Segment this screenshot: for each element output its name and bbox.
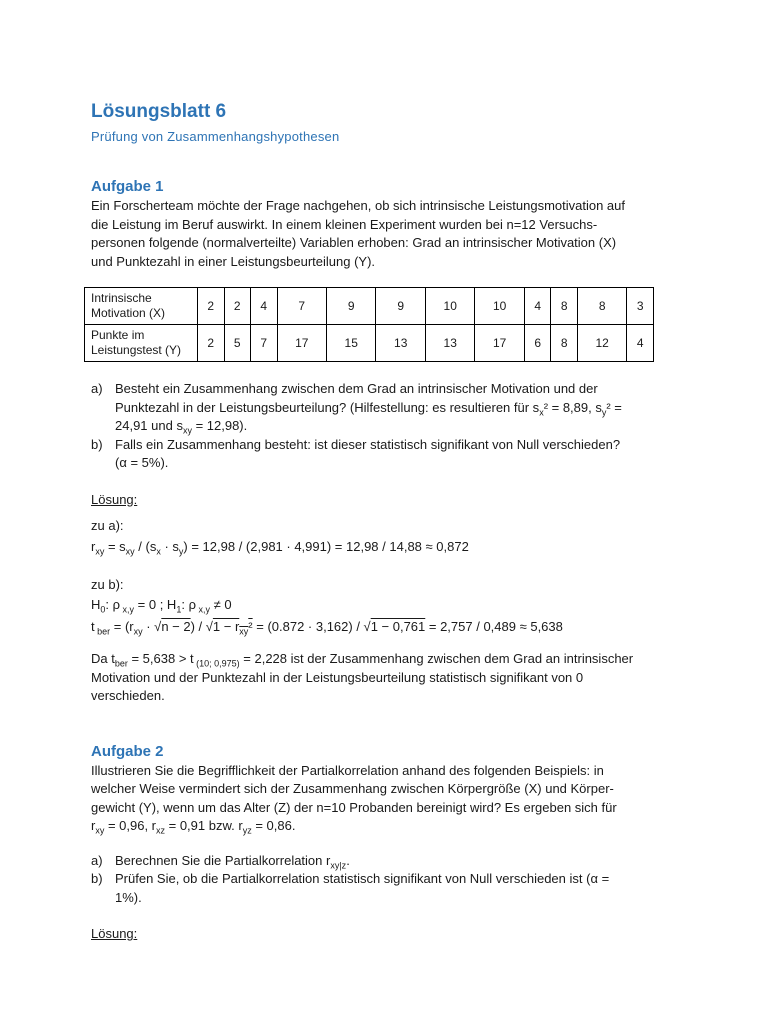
hypotheses: $H_0$: ρ $_{x,y}$ = 0 ; $H_1$: ρ $_{x,y}$ ≠ 0 [91,597,232,615]
intro-line: und Punktezahl in einer Leistungsbeurteilung (Y). [91,253,376,269]
question-list [91,380,681,473]
section-heading-aufgabe-2: Aufgabe 2 [91,742,164,760]
page-subtitle: Prüfung von Zusammenhangshypothesen [91,129,340,144]
table-cell: 4 [627,325,654,362]
conclusion: Da $t_{ber} = 5,638 > t$ $_{(10; 0,975)}$ = 2,228 ist der Zusammenhang zwischen dem Grad an intrinsischer Motivation und der Punktezahl in der Leistungsbeurteilung statistisch signifikant von 0 verschieden. [91,651,634,703]
table-cell: 2 [198,325,225,362]
section-heading-aufgabe-1: Aufgabe 1 [91,178,164,195]
table-row-motivation [85,288,654,325]
table-cell: 8 [551,325,578,362]
row-label: Intrinsische Motivation (X) [85,288,198,325]
table-cell: 17 [277,325,326,362]
table-cell: 6 [524,325,551,362]
question-a: a) Berechnen Sie die Partialkorrelation $r_{xy|z}$. [91,852,350,871]
table-cell: 10 [425,288,474,325]
row-label: Punkte im Leistungstest (Y) [85,325,198,362]
table-cell: 4 [524,288,551,325]
aufgabe-1-intro [91,197,681,271]
formula-correlation: $r_{xy} = s_{xy} / (s_x \cdot s_y) = 12,98 / (2,981 \cdot 4,991) = 12,98 / 14,88 \approx 0,872$ [91,538,469,557]
table-cell: 5 [224,325,251,362]
table-cell: 9 [376,288,425,325]
data-table [84,287,654,362]
zu-a-label: zu a): [91,518,124,533]
formula-t-test: t $_{ber} = (r_{xy} \cdot √n - 2) / √1 - r_{xy}^2 = (0.872 \cdot 3,162) / √1 - 0,761 = 2,757 / 0,489 \approx 5,638$ [91,619,563,637]
question-b: b) Prüfen Sie, ob die Partialkorrelation statistisch signifikant von Null verschieden ist (α = 1%). [91,871,610,905]
table-cell: 9 [326,288,375,325]
section-aufgabe-1 [91,177,681,706]
page-title: Lösungsblatt 6 [91,101,227,122]
table-cell: 13 [376,325,425,362]
table-cell: 10 [475,288,524,325]
table-cell: 7 [277,288,326,325]
table-cell: 12 [577,325,626,362]
loesung-label: Lösung: [91,926,138,941]
intro-line: gewicht (Y), wenn um das Alter (Z) der n=10 Probanden bereinigt wird? Es ergeben sich für [91,799,617,815]
table-row-punkte [85,325,654,362]
table-cell: 17 [475,325,524,362]
zu-b-label: zu b): [91,576,124,592]
intro-line: Illustrieren Sie die Begrifflichkeit der Partialkorrelation anhand des folgenden Beispiels: in [91,762,604,778]
intro-line: die Leistung im Beruf auswirkt. In einem kleinen Experiment wurden bei n=12 Versuchs- [91,216,598,232]
intro-line: personen folgende (normalverteilte) Variablen erhoben: Grad an intrinsischer Motivation (X) [91,235,617,250]
section-aufgabe-2 [91,742,681,944]
table-cell: 8 [551,288,578,325]
loesung-label: Lösung: [91,491,138,507]
table-cell: 3 [627,288,654,325]
question-a: a) Besteht ein Zusammenhang zwischen dem Grad an intrinsischer Motivation und der Punktezahl in der Leistungsbeurteilung? (Hilfestellung: es resultieren für $s_x^2 = 8,89$, $s_y^2$ = 24,91 und $s_{xy} = 12,98$). [91,381,622,436]
intro-line: Ein Forscherteam möchte der Frage nachgehen, ob sich intrinsische Leistungsmotivation auf [91,198,626,213]
table-cell: 7 [251,325,278,362]
table-cell: 15 [326,325,375,362]
question-list [91,852,681,908]
aufgabe-2-intro [91,762,681,836]
table-cell: 2 [198,288,225,325]
table-cell: 8 [577,288,626,325]
intro-line: welcher Weise vermindert sich der Zusammenhang zwischen Körpergröße (X) und Körper- [91,781,614,796]
table-cell: 4 [251,288,278,325]
question-b: b) Falls ein Zusammenhang besteht: ist dieser statistisch signifikant von Null verschieden? (α = 5%). [91,436,621,470]
document-page [91,100,681,944]
table-cell: 2 [224,288,251,325]
table-cell: 13 [425,325,474,362]
correlation-values: $r_{xy} = 0,96$, $r_{xz} = 0,91$ bzw. $r_{yz} = 0,86$. [91,818,296,836]
